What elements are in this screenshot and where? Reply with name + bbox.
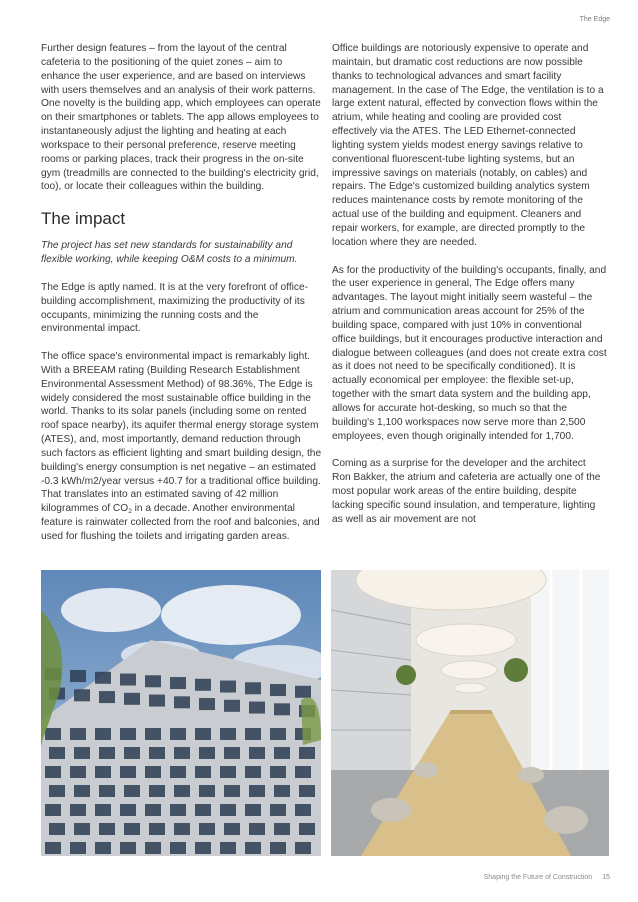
facade-window bbox=[170, 842, 186, 854]
facade-window bbox=[149, 695, 165, 707]
facade-window bbox=[70, 728, 86, 740]
facade-window bbox=[220, 804, 236, 816]
facade-window bbox=[124, 785, 140, 797]
facade-window bbox=[195, 766, 211, 778]
facade-window bbox=[74, 823, 90, 835]
facade-window bbox=[170, 728, 186, 740]
facade-window bbox=[224, 785, 240, 797]
facade-photo bbox=[41, 570, 321, 856]
facade-window bbox=[174, 747, 190, 759]
body-paragraph-3-text-a: The office space's environmental impact is remarkably light. With a BREEAM rating (Building Research Establishment Environmental Assessment Method) of 98.36%, The Edge is widely considered the most sustainable office building in the world. Thanks to its solar panels (including some on rented roof space nearby), its aquifer thermal energy storage system (ATES), and, most importantly, demand reduction through such factors as efficient lighting and smart building design, the building's energy consumption is net negative – an estimated -0.3 kWh/m2/year versus +40.7 for a traditional office building. That translates into an estimated saving of 42 million kilogrammes of CO bbox=[41, 351, 322, 515]
facade-window bbox=[220, 728, 236, 740]
facade-window bbox=[49, 785, 65, 797]
facade-window bbox=[120, 766, 136, 778]
body-paragraph-3-text-b: in a decade. Another environmental feature is rainwater collected from the roof and balconies, and used for flushing the toilets and irrigating garden areas. bbox=[41, 503, 320, 542]
left-column bbox=[41, 42, 323, 544]
right-column bbox=[332, 42, 607, 527]
facade-window bbox=[249, 747, 265, 759]
facade-window bbox=[95, 804, 111, 816]
facade-window bbox=[145, 728, 161, 740]
facade-window bbox=[299, 747, 315, 759]
facade-window bbox=[74, 689, 90, 701]
facade-window bbox=[99, 823, 115, 835]
facade-window bbox=[174, 785, 190, 797]
facade-window bbox=[245, 804, 261, 816]
facade-window bbox=[99, 785, 115, 797]
body-paragraph-2: The Edge is aptly named. It is at the very forefront of office-building accomplishment, maximizing the productivity of its occupants, minimizing the running costs and the environmental impact. bbox=[41, 281, 309, 335]
facade-window bbox=[170, 804, 186, 816]
facade-window bbox=[99, 691, 115, 703]
facade-window bbox=[274, 823, 290, 835]
facade-window bbox=[245, 682, 261, 694]
atrium-photo bbox=[331, 570, 609, 856]
facade-window bbox=[274, 747, 290, 759]
facade-window bbox=[220, 842, 236, 854]
facade-window bbox=[274, 703, 290, 715]
facade-window bbox=[220, 681, 236, 693]
facade-window bbox=[299, 823, 315, 835]
facade-window bbox=[70, 804, 86, 816]
intro-paragraph: Further design features – from the layout of the central cafeteria to the positioning of the quiet zones – aim to enhance the user experience, and are based on interviews with users themselves and an analysis of their work patterns. One novelty is the building app, which employees can operate on their smartphones or tablets. The app allows employees to instantaneously adjust the lighting and heating at each workspace to their personal preference, reserve meeting rooms or parking places, track their progress in the on-site gym (treadmills are connected to the building's electricity grid, too), or locate their colleagues within the building. bbox=[41, 43, 321, 193]
facade-window bbox=[45, 728, 61, 740]
running-header: The Edge bbox=[579, 16, 610, 23]
facade-window bbox=[249, 785, 265, 797]
facade-window bbox=[70, 766, 86, 778]
right-paragraph-1: Office buildings are notoriously expensive to operate and maintain, but dramatic cost reductions are now possible thanks to technological advances and smart facility management. In the case of The Edge, the ventilation is to a large extent natural, effected by convection flows within the atrium, while heating and cooling are provided cost effectively via the ATES. The LED Ethernet-connected lighting system yields modest energy savings relative to conventional fluorescent-tube lighting systems, but an impressive savings on materials (notably, on cables) and repairs. The Edge's customized building analytics system reduces maintenance costs by remote monitoring of the actual use of the building and equipment. Cleaners and repair workers, for example, are directed promptly to the location where they are needed. bbox=[332, 43, 604, 248]
facade-window bbox=[74, 747, 90, 759]
facade-window bbox=[124, 693, 140, 705]
footer-publication: Shaping the Future of Construction bbox=[483, 874, 593, 881]
facade-window bbox=[270, 766, 286, 778]
facade-window bbox=[120, 842, 136, 854]
facade-window bbox=[224, 747, 240, 759]
facade-window bbox=[199, 747, 215, 759]
facade-window bbox=[299, 785, 315, 797]
facade-window bbox=[149, 785, 165, 797]
facade-window bbox=[95, 842, 111, 854]
facade-window bbox=[199, 698, 215, 710]
right-paragraph-2: As for the productivity of the building's occupants, finally, and the user experience in general, The Edge offers many advantages. The layout might initially seem wasteful – the atrium and communication areas account for 25% of the building space, compared with just 10% in conventional office buildings, but it encourages productive interaction and dialogue between colleagues (and does not create extra cost as it does not need to be specifically conditioned). It is actually economical per employee: the flexible set-up, together with the smart data system and the building app, allows for accurate hot-desking, so much so that the building's 1,100 workspaces now serve more than 2,500 employees, even though originally intended for 1,700. bbox=[332, 264, 607, 442]
facade-window bbox=[124, 823, 140, 835]
right-paragraph-3: Coming as a surprise for the developer and the architect Ron Bakker, the atrium and cafeteria are actually one of the most popular work areas of the entire building, despite lacking specific sound insulation, and temperature, lighting as well as air movement are not bbox=[332, 458, 601, 525]
facade-window bbox=[245, 728, 261, 740]
facade-window bbox=[120, 674, 136, 686]
facade-window bbox=[74, 785, 90, 797]
facade-window bbox=[45, 766, 61, 778]
facade-window bbox=[170, 766, 186, 778]
lead-paragraph: The project has set new standards for sustainability and flexible working, while keeping O&M costs to a minimum. bbox=[41, 240, 298, 266]
facade-window bbox=[45, 804, 61, 816]
facade-window bbox=[270, 684, 286, 696]
facade-window bbox=[199, 823, 215, 835]
atrium-illustration bbox=[331, 570, 609, 856]
facade-window bbox=[45, 842, 61, 854]
facade-window bbox=[295, 766, 311, 778]
facade-window bbox=[99, 747, 115, 759]
facade-window bbox=[149, 747, 165, 759]
facade-illustration bbox=[41, 570, 321, 856]
facade-window bbox=[270, 728, 286, 740]
facade-window bbox=[174, 696, 190, 708]
body-paragraph-3 bbox=[41, 350, 323, 544]
facade-window bbox=[270, 842, 286, 854]
facade-window bbox=[249, 823, 265, 835]
facade-window bbox=[295, 686, 311, 698]
facade-window bbox=[224, 700, 240, 712]
section-heading: The impact bbox=[41, 209, 126, 229]
facade-window bbox=[120, 728, 136, 740]
facade-window bbox=[220, 766, 236, 778]
page-footer bbox=[484, 874, 610, 881]
facade-window bbox=[95, 728, 111, 740]
facade-window bbox=[195, 842, 211, 854]
facade-window bbox=[124, 747, 140, 759]
facade-window bbox=[224, 823, 240, 835]
facade-window bbox=[295, 804, 311, 816]
facade-window bbox=[295, 842, 311, 854]
facade-window bbox=[95, 766, 111, 778]
facade-window bbox=[120, 804, 136, 816]
facade-window bbox=[145, 842, 161, 854]
facade-window bbox=[195, 804, 211, 816]
facade-window bbox=[49, 747, 65, 759]
facade-window bbox=[95, 672, 111, 684]
page-number: 15 bbox=[602, 874, 610, 881]
facade-window bbox=[145, 804, 161, 816]
facade-window bbox=[149, 823, 165, 835]
facade-window bbox=[174, 823, 190, 835]
facade-window bbox=[274, 785, 290, 797]
facade-window bbox=[145, 675, 161, 687]
facade-window bbox=[195, 728, 211, 740]
facade-window bbox=[70, 670, 86, 682]
facade-window bbox=[270, 804, 286, 816]
facade-window bbox=[49, 823, 65, 835]
facade-window bbox=[199, 785, 215, 797]
facade-window bbox=[145, 766, 161, 778]
facade-window bbox=[245, 842, 261, 854]
facade-window bbox=[170, 677, 186, 689]
facade-window bbox=[70, 842, 86, 854]
facade-window bbox=[195, 679, 211, 691]
facade-window bbox=[245, 766, 261, 778]
co2-subscript: 2 bbox=[128, 508, 132, 516]
facade-window bbox=[249, 702, 265, 714]
